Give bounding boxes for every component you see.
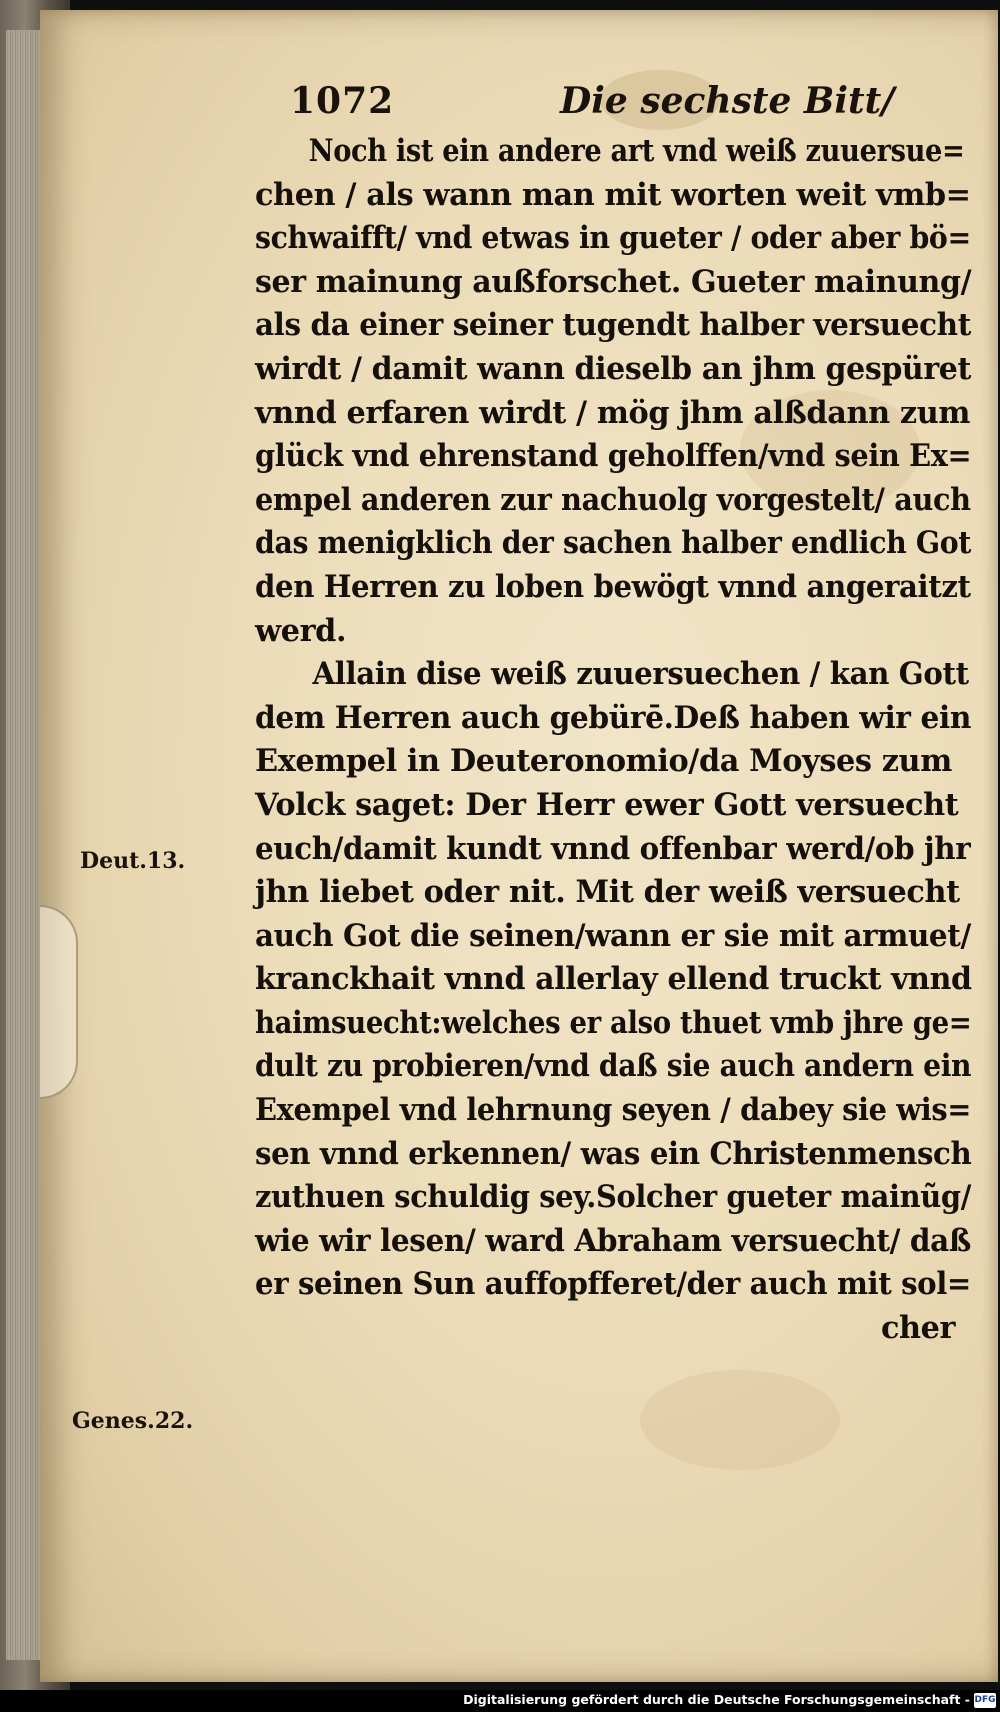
page-number: 1072 [290, 80, 395, 122]
text-line: Exempel in Deuteronomio/da Moyses zum [255, 743, 952, 780]
running-head: Die sechste Bitt/ [560, 80, 895, 122]
text-line: das menigklich der sachen halber endlich Got [255, 525, 971, 562]
text-line: wie wir lesen/ ward Abraham versuecht/ daß [255, 1222, 971, 1259]
text-line: Volck saget: Der Herr ewer Gott versuecht [255, 786, 959, 823]
text-line: glück vnd ehrenstand geholffen/vnd sein Ex= [255, 438, 972, 475]
text-line: dult zu probieren/vnd daß sie auch andern ein [255, 1048, 972, 1085]
text-line: vnnd erfaren wirdt / mög jhm alßdann zum [255, 394, 971, 431]
text-line: schwaifft/ vnd etwas in gueter / oder aber bö= [255, 220, 971, 257]
text-line: ser mainung außforschet. Gueter mainung/ [255, 263, 972, 300]
body-text [255, 130, 975, 1351]
catchword: cher [880, 1310, 956, 1347]
text-line: euch/damit kundt vnnd offenbar werd/ob jhr [255, 830, 971, 867]
text-line: er seinen Sun auffopfferet/der auch mit sol= [255, 1266, 972, 1303]
text-line: wirdt / damit wann dieselb an jhm gespüret [255, 350, 971, 387]
text-line: chen / als wann man mit worten weit vmb= [255, 176, 971, 213]
text-line: zuthuen schuldig sey.Solcher gueter mainũg/ [255, 1179, 971, 1216]
funding-credit: Digitalisierung gefördert durch die Deutsche Forschungsgemeinschaft - [463, 1692, 970, 1707]
text-line: Allain dise weiß zuuersuechen / kan Gott [312, 656, 969, 693]
margin-note-genes: Genes.22. [72, 1408, 194, 1434]
text-line: kranckhait vnnd allerlay ellend truckt vnnd [255, 961, 972, 998]
dfg-logo: DFG [974, 1693, 996, 1708]
text-line: Noch ist ein andere art vnd weiß zuuersue= [308, 133, 965, 169]
text-line: als da einer seiner tugendt halber versuecht [255, 307, 971, 344]
text-line: den Herren zu loben bewögt vnnd angeraitzt [255, 568, 971, 605]
text-line: haimsuecht:welches er also thuet vmb jhre ge= [255, 1004, 972, 1041]
page-tab-marker [40, 905, 78, 1099]
text-line: dem Herren auch gebürē.Deß haben wir ein [255, 699, 971, 736]
page-header [290, 80, 930, 130]
text-line: Exempel vnd lehrnung seyen / dabey sie wis= [255, 1092, 972, 1129]
text-line: empel anderen zur nachuolg vorgestelt/ auch [255, 481, 971, 518]
text-line: auch Got die seinen/wann er sie mit armuet/ [255, 917, 971, 954]
text-line: jhn liebet oder nit. Mit der weiß versuecht [255, 874, 960, 911]
text-line: werd. [255, 612, 347, 649]
margin-note-deut: Deut.13. [80, 848, 186, 874]
text-line: sen vnnd erkennen/ was ein Christenmensch [255, 1135, 972, 1172]
